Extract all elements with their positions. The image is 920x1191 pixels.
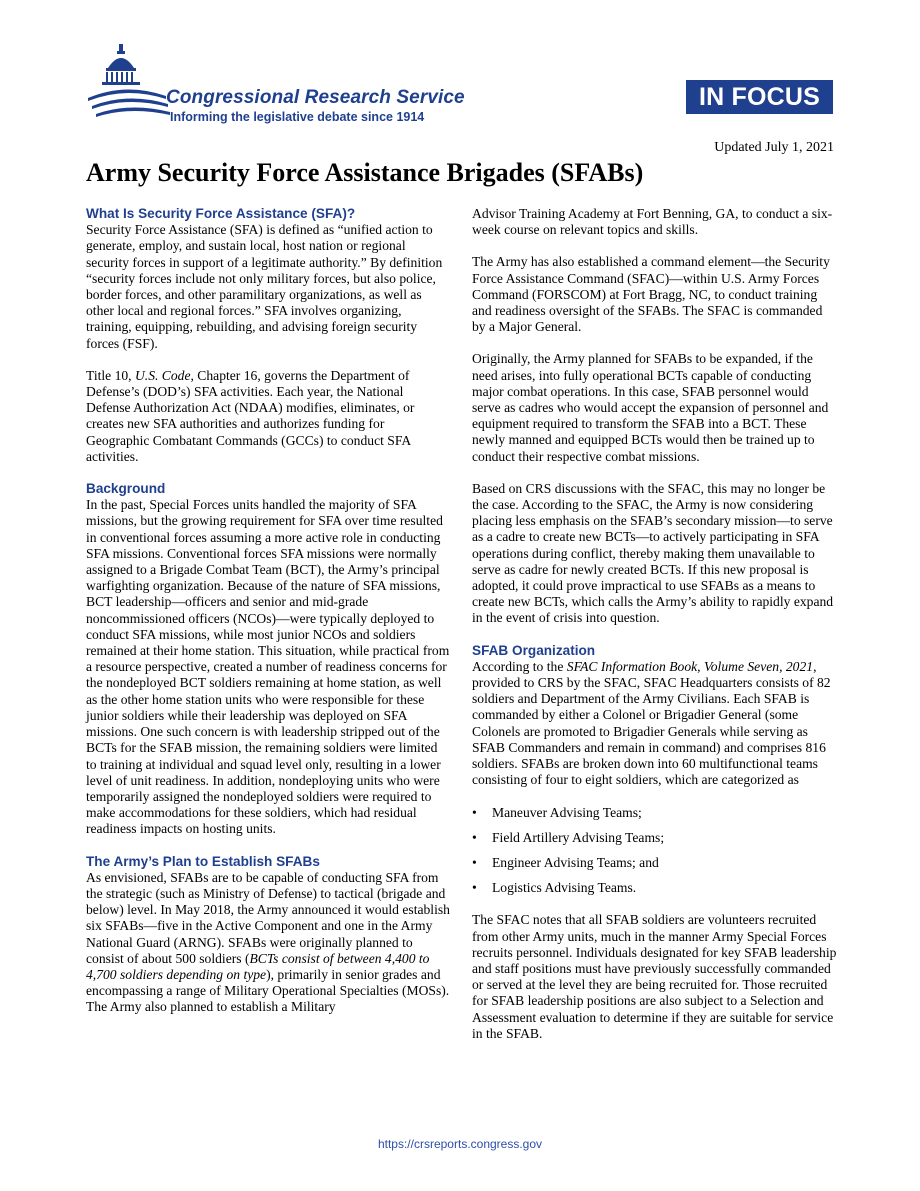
paragraph: Based on CRS discussions with the SFAC, this may no longer be the case. According to the SFAC, the Army is now considering placing less emphasis on the SFAB’s secondary mission—to serve as a cadre to create new BCTs—to actively participating in SFA operations during conflict, thereby making them unavailable to serve as cadre for newly created BCTs. If this new proposal is adopted, it could prove impractical to use SFABs as a means to create new BCTs, which calls the Army’s ability to rapidly expand in the event of crisis into question.	[472, 480, 834, 626]
left-column	[86, 206, 450, 1032]
list-item: • Engineer Advising Teams; and	[492, 855, 838, 871]
capitol-dome-icon	[86, 38, 170, 118]
text-run: As envisioned, SFABs are to be capable of conducting SFA from the strategic (such as Ministry of Defense) to tactical (brigade and below) level. In May 2018, the Army announced it would establish six SFABs—five in the Active Component and one in the Army National Guard (ARNG). SFABs were originally planned to consist of about 500 soldiers (	[86, 869, 450, 966]
emphasis-text: BCTs consist of between 4,400 to 4,700 soldiers depending on type	[86, 950, 430, 982]
emphasis-text: U.S. Code	[134, 367, 191, 383]
paragraph	[472, 659, 838, 789]
team-list	[472, 805, 838, 897]
text-run: According to the	[472, 658, 567, 674]
footer-link[interactable]: https://crsreports.congress.gov	[377, 1137, 543, 1151]
paragraph: Security Force Assistance (SFA) is defined as “unified action to generate, employ, and sustain local, host nation or regional security forces in support of a legitimate authority.” By definition “security forces include not only military forces, but also police, border forces, and other paramilitary organizations, as well as other local and regional forces.” SFA involves organizing, training, equipping, rebuilding, and advising foreign security forces (FSF).	[86, 222, 443, 351]
paragraph	[86, 870, 450, 1016]
paragraph: Advisor Training Academy at Fort Benning, GA, to conduct a six-week course on relevant topics and skills.	[472, 206, 833, 238]
paragraph: The Army has also established a command element—the Security Force Assistance Command (SFAC)—within U.S. Army Forces Command (FORSCOM) at Fort Bragg, NC, to conduct training and readiness oversight of the SFABs. The SFAC is commanded by a Major General.	[472, 254, 830, 335]
in-focus-badge: IN FOCUS	[686, 80, 833, 114]
right-column	[472, 206, 838, 1058]
text-run: , Chapter 16, governs the Department of Defense’s (DOD’s) SFA activities. Each year, the National Defense Authorization Act (NDAA) modifies, eliminates, or creates new SFA authorities and authorizes funding for Geographic Combatant Commands (GCCs) to conduct SFA activities.	[86, 367, 415, 464]
paragraph: The SFAC notes that all SFAB soldiers are volunteers recruited from other Army units, much in the manner Army Special Forces recruits personnel. Individuals designated for key SFAB leadership and staff positions must have previously successfully commanded or served at the level they are being recruited for. Those recruited for SFAB leadership positions are also subject to a Selection and Assessment evaluation to determine if they are suitable for service in the SFAB.	[472, 912, 837, 1041]
section-heading-plan: The Army’s Plan to Establish SFABs	[86, 853, 320, 869]
emphasis-text: SFAC Information Book, Volume Seven, 2021	[566, 658, 814, 674]
updated-date: Updated July 1, 2021	[714, 140, 834, 155]
org-tagline: Informing the legislative debate since 1914	[170, 110, 425, 124]
text-run: Title 10,	[86, 367, 135, 383]
paragraph: Originally, the Army planned for SFABs to be expanded, if the need arises, into fully operational BCTs capable of conducting major combat operations. In this case, SFAB personnel would serve as cadres who would accept the expansion of personnel and equipment required to transform the SFAB into a BCT. These newly manned and equipped BCTs would then be trained up to conduct their respective combat missions.	[472, 351, 829, 464]
section-heading-organization: SFAB Organization	[472, 642, 596, 658]
list-item: • Logistics Advising Teams.	[492, 880, 838, 896]
crs-logo	[86, 38, 506, 130]
text-run: ), primarily in senior grades and encompassing a range of Military Operational Specialties (MOSs). The Army also planned to establish a Military	[86, 966, 450, 1015]
list-item: • Field Artillery Advising Teams;	[492, 830, 838, 846]
page-title: Army Security Force Assistance Brigades (SFABs)	[86, 158, 644, 187]
list-item: • Maneuver Advising Teams;	[492, 805, 838, 821]
org-name: Congressional Research Service	[166, 87, 465, 108]
text-run: , provided to CRS by the SFAC, SFAC Headquarters consists of 82 soldiers and Department of the Army Civilians. Each SFAB is commanded by either a Colonel or Brigadier General (some Colonels are promoted to Brigadier Generals while serving as SFAB Commanders and remain in command) and comprises 816 soldiers. SFABs are broken down into 60 multifunctional teams consisting of four to eight soldiers, which are categorized as	[472, 658, 831, 788]
paragraph	[86, 368, 450, 465]
section-heading-sfa: What Is Security Force Assistance (SFA)?	[86, 206, 356, 221]
section-heading-background: Background	[86, 481, 166, 497]
paragraph: In the past, Special Forces units handled the majority of SFA missions, but the growing requirement for SFA over time resulted in conventional forces assuming a more active role in conducting SFA missions. Conventional forces SFA missions were normally assigned to a Brigade Combat Team (BCT), the Army’s principal warfighting organization. Because of the nature of SFA missions, BCT leadership—officers and senior and mid-grade noncommissioned officers (NCOs)—were typically deployed to conduct SFA missions, while most junior NCOs and soldiers remained at their home station. This situation, while practical from a resource perspective, created a number of readiness concerns for the nondeployed BCT soldiers remaining at home station, as well as the other home station units who were responsible for these junior soldiers while their leadership was deployed on SFA missions. One such concern is with leadership stripped out of the BCTs for the SFAB mission, the remaining soldiers were limited to training at individual and squad level only, resulting in a lower level of unit readiness. In addition, nondeploying units who were temporarily assigned the nondeployed soldiers were required to make accommodations for these soldiers, which had residual readiness impacts on hosting units.	[86, 497, 450, 837]
